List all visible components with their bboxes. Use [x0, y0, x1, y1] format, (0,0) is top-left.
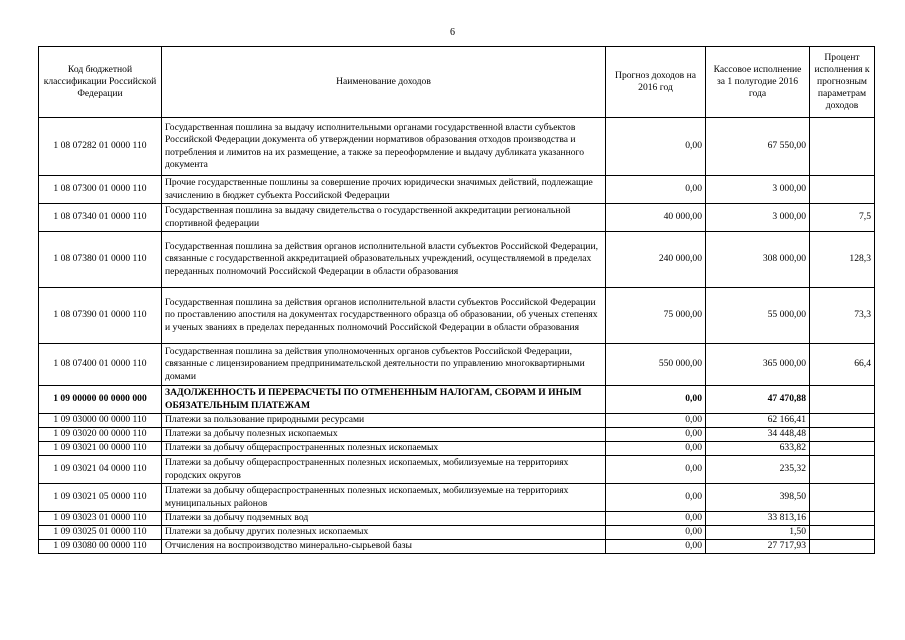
- row-cash: 62 166,41: [706, 414, 810, 428]
- row-name: Платежи за добычу общераспространенных полезных ископаемых: [162, 442, 606, 456]
- row-percent: [810, 386, 875, 414]
- row-percent: [810, 414, 875, 428]
- page-number: 6: [450, 27, 455, 38]
- table-row: [39, 118, 875, 176]
- row-code: 1 09 03021 05 0000 110: [39, 484, 162, 512]
- row-code: 1 09 03023 01 0000 110: [39, 512, 162, 526]
- table-row: [39, 204, 875, 232]
- row-forecast: 0,00: [606, 176, 706, 204]
- row-percent: 7,5: [810, 204, 875, 232]
- row-name: Платежи за добычу других полезных ископаемых: [162, 526, 606, 540]
- row-forecast: 0,00: [606, 414, 706, 428]
- row-percent: [810, 526, 875, 540]
- table-row: [39, 386, 875, 414]
- header-name: Наименование доходов: [162, 47, 606, 118]
- revenue-table: [38, 46, 875, 554]
- row-percent: [810, 540, 875, 554]
- row-forecast: 0,00: [606, 442, 706, 456]
- row-forecast: 240 000,00: [606, 232, 706, 288]
- row-name: Государственная пошлина за выдачу свидетельства о государственной аккредитации региональной спортивной федерации: [162, 204, 606, 232]
- table-row: [39, 456, 875, 484]
- header-code: Код бюджетной классификации Российской Федерации: [39, 47, 162, 118]
- table-row: [39, 232, 875, 288]
- row-forecast: 0,00: [606, 540, 706, 554]
- table-row: [39, 414, 875, 428]
- table-row: [39, 288, 875, 344]
- row-cash: 67 550,00: [706, 118, 810, 176]
- row-percent: 128,3: [810, 232, 875, 288]
- row-cash: 633,82: [706, 442, 810, 456]
- row-forecast: 0,00: [606, 484, 706, 512]
- table-header-row: [39, 47, 875, 118]
- row-cash: 27 717,93: [706, 540, 810, 554]
- row-code: 1 08 07340 01 0000 110: [39, 204, 162, 232]
- row-percent: 73,3: [810, 288, 875, 344]
- row-code: 1 08 07282 01 0000 110: [39, 118, 162, 176]
- row-cash: 308 000,00: [706, 232, 810, 288]
- row-forecast: 75 000,00: [606, 288, 706, 344]
- row-cash: 365 000,00: [706, 344, 810, 386]
- table-row: [39, 526, 875, 540]
- row-forecast: 0,00: [606, 456, 706, 484]
- row-code: 1 08 07400 01 0000 110: [39, 344, 162, 386]
- header-forecast: Прогноз доходов на 2016 год: [606, 47, 706, 118]
- row-name: Государственная пошлина за действия органов исполнительной власти субъектов Российской Федерации по проставлению апостиля на документах государственного образца об образовании, об ученых степенях и ученых званиях в пределах переданных полномочий Российской Федерации в области образования: [162, 288, 606, 344]
- row-name: Платежи за добычу полезных ископаемых: [162, 428, 606, 442]
- row-code: 1 08 07390 01 0000 110: [39, 288, 162, 344]
- row-forecast: 40 000,00: [606, 204, 706, 232]
- row-code: 1 09 03025 01 0000 110: [39, 526, 162, 540]
- table-row: [39, 540, 875, 554]
- row-code: 1 09 03020 00 0000 110: [39, 428, 162, 442]
- row-code: 1 09 00000 00 0000 000: [39, 386, 162, 414]
- row-cash: 34 448,48: [706, 428, 810, 442]
- row-code: 1 09 03080 00 0000 110: [39, 540, 162, 554]
- table-body: [39, 118, 875, 554]
- row-code: 1 08 07300 01 0000 110: [39, 176, 162, 204]
- row-name: Платежи за пользование природными ресурсами: [162, 414, 606, 428]
- row-cash: 1,50: [706, 526, 810, 540]
- row-percent: [810, 176, 875, 204]
- row-code: 1 09 03021 00 0000 110: [39, 442, 162, 456]
- row-percent: 66,4: [810, 344, 875, 386]
- table-row: [39, 484, 875, 512]
- row-forecast: 0,00: [606, 386, 706, 414]
- header-cash: Кассовое исполнение за 1 полугодие 2016 года: [706, 47, 810, 118]
- row-percent: [810, 484, 875, 512]
- row-name: Платежи за добычу общераспространенных полезных ископаемых, мобилизуемые на территориях городских округов: [162, 456, 606, 484]
- row-cash: 33 813,16: [706, 512, 810, 526]
- row-code: 1 09 03000 00 0000 110: [39, 414, 162, 428]
- row-name: Прочие государственные пошлины за совершение прочих юридически значимых действий, подлежащие зачислению в бюджет субъекта Российской Федерации: [162, 176, 606, 204]
- table-row: [39, 512, 875, 526]
- row-percent: [810, 512, 875, 526]
- row-percent: [810, 428, 875, 442]
- row-forecast: 0,00: [606, 512, 706, 526]
- row-name: Отчисления на воспроизводство минерально-сырьевой базы: [162, 540, 606, 554]
- row-cash: 55 000,00: [706, 288, 810, 344]
- row-forecast: 550 000,00: [606, 344, 706, 386]
- row-name: Государственная пошлина за выдачу исполнительными органами государственной власти субъектов Российской Федерации документа об утверждении нормативов образования отходов производства и потребления и лимитов на их размещение, а также за переоформление и выдачу дубликата указанного документа: [162, 118, 606, 176]
- row-percent: [810, 456, 875, 484]
- row-forecast: 0,00: [606, 526, 706, 540]
- row-cash: 398,50: [706, 484, 810, 512]
- row-name: ЗАДОЛЖЕННОСТЬ И ПЕРЕРАСЧЕТЫ ПО ОТМЕНЕННЫМ НАЛОГАМ, СБОРАМ И ИНЫМ ОБЯЗАТЕЛЬНЫМ ПЛАТЕЖАМ: [162, 386, 606, 414]
- row-forecast: 0,00: [606, 428, 706, 442]
- row-percent: [810, 118, 875, 176]
- row-cash: 235,32: [706, 456, 810, 484]
- header-percent: Процент исполнения к прогнозным параметрам доходов: [810, 47, 875, 118]
- row-code: 1 09 03021 04 0000 110: [39, 456, 162, 484]
- table-row: [39, 442, 875, 456]
- row-cash: 47 470,88: [706, 386, 810, 414]
- row-percent: [810, 442, 875, 456]
- row-code: 1 08 07380 01 0000 110: [39, 232, 162, 288]
- row-cash: 3 000,00: [706, 204, 810, 232]
- row-cash: 3 000,00: [706, 176, 810, 204]
- table-row: [39, 428, 875, 442]
- table-row: [39, 176, 875, 204]
- row-name: Государственная пошлина за действия уполномоченных органов субъектов Российской Федерации, связанные с лицензированием предпринимательской деятельности по управлению многоквартирными домами: [162, 344, 606, 386]
- row-name: Платежи за добычу общераспространенных полезных ископаемых, мобилизуемые на территориях муниципальных районов: [162, 484, 606, 512]
- row-name: Платежи за добычу подземных вод: [162, 512, 606, 526]
- row-forecast: 0,00: [606, 118, 706, 176]
- table-row: [39, 344, 875, 386]
- row-name: Государственная пошлина за действия органов исполнительной власти субъектов Российской Федерации, связанные с государственной аккредитацией образовательных учреждений, осуществляемой в пределах переданных полномочий Российской Федерации в области образования: [162, 232, 606, 288]
